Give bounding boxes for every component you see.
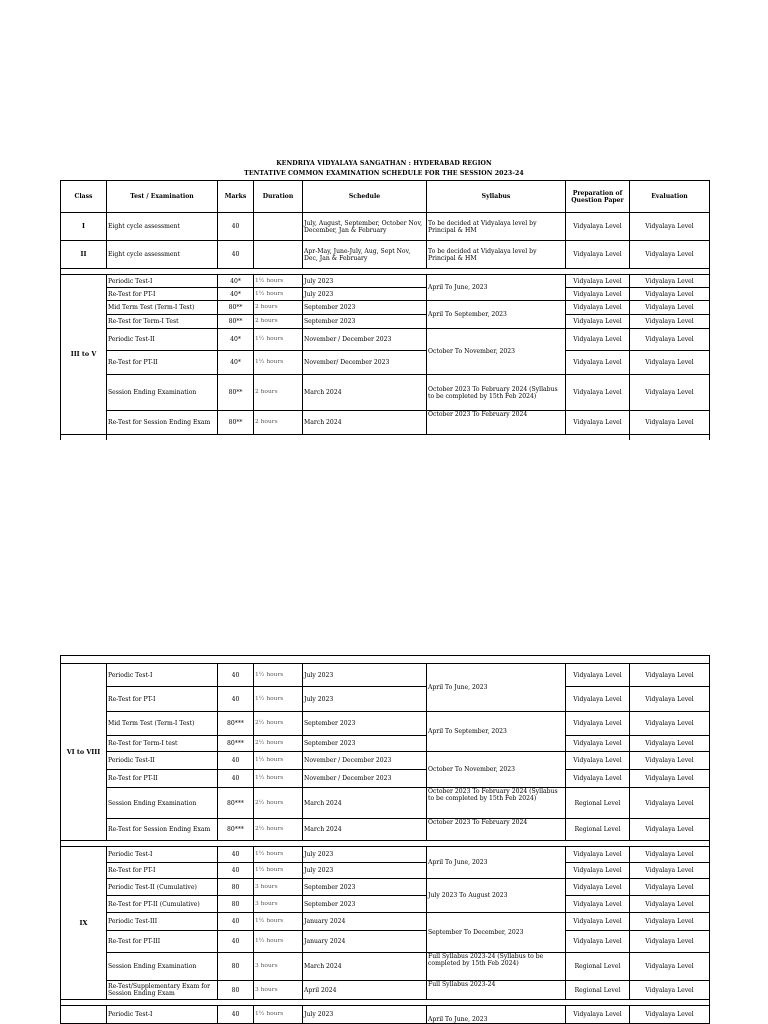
prep-cell: Vidyalaya Level [566,275,630,288]
syllabus-cell: April To September, 2023 [427,301,566,329]
schedule-cell: September 2023 [303,712,427,736]
prep-cell: Vidyalaya Level [566,752,630,770]
marks-cell: 40 [218,770,254,788]
schedule-cell: March 2024 [303,819,427,841]
test-cell: Eight cycle assessment [107,241,218,269]
syllabus-cell: July 2023 To August 2023 [427,879,566,913]
prep-cell: Vidyalaya Level [566,736,630,752]
marks-cell: 40* [218,329,254,351]
test-cell: Re-Test for PT-I [107,863,218,879]
schedule-cell: July 2023 [303,664,427,687]
class-cell: VI to VIII [61,664,107,841]
schedule-cell: November / December 2023 [303,770,427,788]
test-cell: Re-Test for PT-II (Cumulative) [107,896,218,913]
marks-cell: 80*** [218,712,254,736]
header-evaluation: Evaluation [630,181,710,213]
schedule-table-page2 [60,655,710,1024]
schedule-cell: January 2024 [303,931,427,953]
test-cell: Periodic Test-I [107,847,218,863]
duration-cell: 1½ hours [254,664,303,687]
schedule-cell: March 2024 [303,375,427,411]
document-title: KENDRIYA VIDYALAYA SANGATHAN : HYDERABAD REGION [276,160,492,167]
eval-cell: Vidyalaya Level [630,913,710,931]
duration-cell: 1½ hours [254,1006,303,1024]
syllabus-cell: To be decided at Vidyalaya level by Principal & HM [427,241,566,269]
marks-cell: 40 [218,213,254,241]
eval-cell: Vidyalaya Level [630,375,710,411]
eval-cell: Vidyalaya Level [630,1006,710,1024]
marks-cell: 80** [218,411,254,435]
schedule-cell: September 2023 [303,301,427,315]
marks-cell: 40 [218,1006,254,1024]
marks-cell: 80*** [218,736,254,752]
eval-cell: Vidyalaya Level [630,315,710,329]
eval-cell: Vidyalaya Level [630,981,710,1000]
eval-cell: Vidyalaya Level [630,411,710,435]
eval-cell: Vidyalaya Level [630,788,710,819]
table-row [61,351,710,375]
spacer-row [61,656,710,664]
marks-cell: 40 [218,913,254,931]
test-cell: Periodic Test-I [107,275,218,288]
duration-cell: 2½ hours [254,788,303,819]
schedule-cell: July 2023 [303,288,427,301]
duration-cell: 2½ hours [254,819,303,841]
prep-cell: Vidyalaya Level [566,913,630,931]
marks-cell: 80 [218,953,254,981]
test-cell: Periodic Test-II [107,752,218,770]
prep-cell: Vidyalaya Level [566,1006,630,1024]
class-cell: I [61,213,107,241]
duration-cell: 1½ hours [254,931,303,953]
header-schedule: Schedule [303,181,427,213]
prep-cell: Vidyalaya Level [566,896,630,913]
schedule-cell: September 2023 [303,896,427,913]
prep-cell: Regional Level [566,981,630,1000]
duration-cell: 1½ hours [254,275,303,288]
eval-cell: Vidyalaya Level [630,329,710,351]
table-row [61,411,710,435]
eval-cell: Vidyalaya Level [630,351,710,375]
test-cell: Session Ending Examination [107,788,218,819]
syllabus-cell: October 2023 To February 2024 (Syllabus to be completed by 15th Feb 2024) [427,375,566,411]
schedule-cell: July, August, September, October Nov, December, Jan & February [303,213,427,241]
schedule-cell: March 2024 [303,411,427,435]
duration-cell: 3 hours [254,896,303,913]
eval-cell: Vidyalaya Level [630,931,710,953]
prep-cell: Vidyalaya Level [566,847,630,863]
prep-cell: Vidyalaya Level [566,863,630,879]
eval-cell: Vidyalaya Level [630,770,710,788]
duration-cell: 2 hours [254,315,303,329]
table-row [61,275,710,288]
syllabus-cell: October To November, 2023 [427,329,566,375]
marks-cell: 80 [218,981,254,1000]
marks-cell: 40 [218,847,254,863]
duration-cell: 2 hours [254,411,303,435]
syllabus-cell: April To June, 2023 [427,275,566,301]
class-cell: IX [61,847,107,1000]
marks-cell: 80 [218,896,254,913]
marks-cell: 80** [218,375,254,411]
syllabus-cell: April To September, 2023 [427,712,566,752]
eval-cell: Vidyalaya Level [630,687,710,712]
table-row [61,329,710,351]
schedule-cell: Apr-May, June-July, Aug, Sept Nov, Dec, Jan & February [303,241,427,269]
table-row [61,847,710,863]
schedule-cell: November/ December 2023 [303,351,427,375]
marks-cell: 40 [218,752,254,770]
prep-cell: Vidyalaya Level [566,301,630,315]
prep-cell: Vidyalaya Level [566,664,630,687]
table-row [61,819,710,841]
duration-cell: 1½ hours [254,770,303,788]
duration-cell: 1½ hours [254,752,303,770]
duration-cell [254,213,303,241]
eval-cell: Vidyalaya Level [630,847,710,863]
test-cell: Re-Test for PT-II [107,770,218,788]
duration-cell: 3 hours [254,981,303,1000]
eval-cell: Vidyalaya Level [630,664,710,687]
schedule-cell: April 2024 [303,981,427,1000]
prep-cell: Vidyalaya Level [566,241,630,269]
prep-cell: Regional Level [566,788,630,819]
schedule-cell: July 2023 [303,687,427,712]
duration-cell: 1½ hours [254,288,303,301]
table-row [61,664,710,687]
syllabus-cell: September To December, 2023 [427,913,566,953]
schedule-cell: July 2023 [303,1006,427,1024]
duration-cell: 2 hours [254,375,303,411]
marks-cell: 40* [218,351,254,375]
table-row [61,712,710,736]
trailing-row [61,435,710,440]
duration-cell: 2½ hours [254,712,303,736]
prep-cell: Regional Level [566,819,630,841]
table-row [61,879,710,896]
schedule-cell: September 2023 [303,315,427,329]
schedule-cell: November / December 2023 [303,752,427,770]
test-cell: Re-Test for Session Ending Exam [107,411,218,435]
marks-cell: 80*** [218,819,254,841]
syllabus-cell: October 2023 To February 2024 (Syllabus to be completed by 15th Feb 2024) [427,788,566,819]
eval-cell: Vidyalaya Level [630,288,710,301]
eval-cell: Vidyalaya Level [630,241,710,269]
eval-cell: Vidyalaya Level [630,896,710,913]
schedule-cell: July 2023 [303,847,427,863]
marks-cell: 40* [218,288,254,301]
test-cell: Re-Test for PT-I [107,288,218,301]
syllabus-cell: April To June, 2023 [427,1006,566,1024]
test-cell: Re-Test for PT-III [107,931,218,953]
duration-cell: 3 hours [254,953,303,981]
prep-cell: Vidyalaya Level [566,375,630,411]
prep-cell: Vidyalaya Level [566,879,630,896]
marks-cell: 40 [218,241,254,269]
table-row [61,241,710,269]
marks-cell: 40 [218,664,254,687]
prep-cell: Vidyalaya Level [566,351,630,375]
schedule-cell: July 2023 [303,275,427,288]
schedule-cell: July 2023 [303,863,427,879]
test-cell: Re-Test for Session Ending Exam [107,819,218,841]
test-cell: Periodic Test-I [107,664,218,687]
table-row [61,896,710,913]
eval-cell: Vidyalaya Level [630,879,710,896]
marks-cell: 40* [218,275,254,288]
prep-cell: Regional Level [566,953,630,981]
schedule-cell: September 2023 [303,736,427,752]
eval-cell: Vidyalaya Level [630,712,710,736]
test-cell: Re-Test/Supplementary Exam for Session Ending Exam [107,981,218,1000]
header-class: Class [61,181,107,213]
syllabus-cell: April To June, 2023 [427,664,566,712]
schedule-cell: March 2024 [303,953,427,981]
table-row [61,863,710,879]
duration-cell: 1½ hours [254,847,303,863]
syllabus-cell: October To November, 2023 [427,752,566,788]
marks-cell: 80** [218,315,254,329]
eval-cell: Vidyalaya Level [630,275,710,288]
table-row [61,375,710,411]
table-row [61,953,710,981]
prep-cell: Vidyalaya Level [566,329,630,351]
test-cell: Mid Term Test (Term-I Test) [107,712,218,736]
schedule-cell: September 2023 [303,879,427,896]
test-cell: Mid Term Test (Term-I Test) [107,301,218,315]
duration-cell: 3 hours [254,879,303,896]
marks-cell: 80*** [218,788,254,819]
duration-cell [254,241,303,269]
schedule-cell: March 2024 [303,788,427,819]
table-header-row [61,181,710,213]
duration-cell: 1½ hours [254,687,303,712]
document-subtitle: TENTATIVE COMMON EXAMINATION SCHEDULE FOR THE SESSION 2023-24 [244,170,524,177]
duration-cell: 1½ hours [254,913,303,931]
table-row [61,913,710,931]
test-cell: Re-Test for Term-I test [107,736,218,752]
prep-cell: Vidyalaya Level [566,315,630,329]
test-cell: Session Ending Examination [107,953,218,981]
table-row [61,315,710,329]
table-row [61,736,710,752]
schedule-table-page1 [60,180,710,440]
marks-cell: 80** [218,301,254,315]
eval-cell: Vidyalaya Level [630,752,710,770]
duration-cell: 1½ hours [254,351,303,375]
table-row [61,288,710,301]
marks-cell: 40 [218,931,254,953]
marks-cell: 80 [218,879,254,896]
table-row [61,770,710,788]
duration-cell: 1½ hours [254,863,303,879]
duration-cell: 2 hours [254,301,303,315]
duration-cell: 2½ hours [254,736,303,752]
test-cell: Periodic Test-I [107,1006,218,1024]
test-cell: Periodic Test-II [107,329,218,351]
test-cell: Session Ending Examination [107,375,218,411]
prep-cell: Vidyalaya Level [566,411,630,435]
eval-cell: Vidyalaya Level [630,953,710,981]
table-row [61,788,710,819]
syllabus-cell: To be decided at Vidyalaya level by Principal & HM [427,213,566,241]
marks-cell: 40 [218,687,254,712]
schedule-cell: November / December 2023 [303,329,427,351]
header-marks: Marks [218,181,254,213]
syllabus-cell: Full Syllabus 2023-24 [427,981,566,1000]
header-duration: Duration [254,181,303,213]
test-cell: Periodic Test-III [107,913,218,931]
eval-cell: Vidyalaya Level [630,863,710,879]
class-cell: III to V [61,275,107,435]
marks-cell: 40 [218,863,254,879]
test-cell: Eight cycle assessment [107,213,218,241]
prep-cell: Vidyalaya Level [566,770,630,788]
prep-cell: Vidyalaya Level [566,712,630,736]
header-test: Test / Examination [107,181,218,213]
test-cell: Re-Test for PT-I [107,687,218,712]
eval-cell: Vidyalaya Level [630,301,710,315]
table-row [61,752,710,770]
test-cell: Periodic Test-II (Cumulative) [107,879,218,896]
table-row [61,301,710,315]
syllabus-cell: October 2023 To February 2024 [427,411,566,435]
table-row [61,981,710,1000]
prep-cell: Vidyalaya Level [566,213,630,241]
table-row [61,1006,710,1024]
eval-cell: Vidyalaya Level [630,736,710,752]
test-cell: Re-Test for PT-II [107,351,218,375]
table-row [61,213,710,241]
eval-cell: Vidyalaya Level [630,819,710,841]
table-row [61,687,710,712]
schedule-cell: January 2024 [303,913,427,931]
duration-cell: 1½ hours [254,329,303,351]
prep-cell: Vidyalaya Level [566,288,630,301]
syllabus-cell: October 2023 To February 2024 [427,819,566,841]
test-cell: Re-Test for Term-I Test [107,315,218,329]
class-cell: II [61,241,107,269]
syllabus-cell: Full Syllabus 2023-24 (Syllabus to be completed by 15th Feb 2024) [427,953,566,981]
prep-cell: Vidyalaya Level [566,931,630,953]
eval-cell: Vidyalaya Level [630,213,710,241]
table-row [61,931,710,953]
header-preparation: Preparation of Question Paper [566,181,630,213]
header-syllabus: Syllabus [427,181,566,213]
prep-cell: Vidyalaya Level [566,687,630,712]
syllabus-cell: April To June, 2023 [427,847,566,879]
